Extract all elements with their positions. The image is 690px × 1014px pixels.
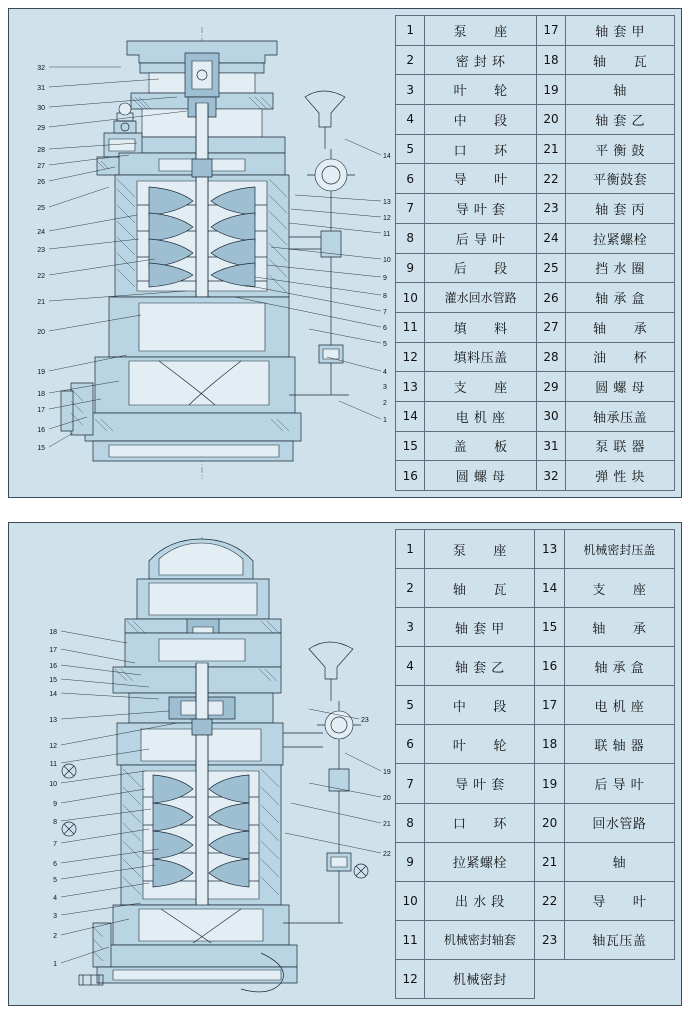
part-number: 10 <box>396 881 425 920</box>
part-number: 31 <box>536 431 565 461</box>
svg-text:3: 3 <box>383 384 387 391</box>
svg-text:10: 10 <box>49 781 57 788</box>
part-number: 10 <box>396 283 425 313</box>
part-number: 23 <box>535 920 564 959</box>
part-number: 29 <box>536 372 565 402</box>
part-name: 轴 套 甲 <box>566 16 675 46</box>
part-number: 4 <box>396 105 425 135</box>
svg-text:22: 22 <box>383 851 391 858</box>
svg-text:24: 24 <box>37 229 45 236</box>
part-name: 圆 螺 母 <box>425 461 536 491</box>
table-row <box>396 75 675 105</box>
table-row <box>396 461 675 491</box>
part-number: 5 <box>396 134 425 164</box>
svg-text:2: 2 <box>383 400 387 407</box>
svg-text:26: 26 <box>37 179 45 186</box>
svg-text:28: 28 <box>37 147 45 154</box>
svg-text:15: 15 <box>37 445 45 452</box>
svg-text:16: 16 <box>37 427 45 434</box>
svg-text:19: 19 <box>37 369 45 376</box>
table-row <box>396 530 675 569</box>
svg-text:23: 23 <box>37 247 45 254</box>
part-name: 电 机 座 <box>564 686 674 725</box>
svg-text:22: 22 <box>37 273 45 280</box>
part-name: 后 导 叶 <box>564 764 674 803</box>
svg-text:23: 23 <box>361 717 369 724</box>
part-name: 回水管路 <box>564 803 674 842</box>
part-number: 25 <box>536 253 565 283</box>
part-number: 24 <box>536 223 565 253</box>
part-number: 32 <box>536 461 565 491</box>
part-number: 7 <box>396 764 425 803</box>
part-number: 11 <box>396 920 425 959</box>
part-number: 7 <box>396 194 425 224</box>
part-name: 圆 螺 母 <box>566 372 675 402</box>
svg-text:8: 8 <box>383 293 387 300</box>
diagram-panel-bottom <box>8 522 682 1006</box>
table-row <box>396 881 675 920</box>
part-number: 14 <box>535 569 564 608</box>
table-row <box>396 372 675 402</box>
svg-text:6: 6 <box>383 325 387 332</box>
parts-list-top <box>395 15 675 491</box>
diagram-panel-top <box>8 8 682 498</box>
part-name: 平 衡 鼓 <box>566 134 675 164</box>
svg-text:18: 18 <box>37 391 45 398</box>
part-number: 26 <box>536 283 565 313</box>
table-row <box>396 134 675 164</box>
part-name: 盖 板 <box>425 431 536 461</box>
table-row <box>396 312 675 342</box>
part-number: 17 <box>536 16 565 46</box>
part-name: 轴 承 盒 <box>564 647 674 686</box>
part-name: 泵 联 器 <box>566 431 675 461</box>
table-row <box>396 764 675 803</box>
part-number: 1 <box>396 530 425 569</box>
parts-list-bottom <box>395 529 675 999</box>
table-row <box>396 342 675 372</box>
svg-text:1: 1 <box>53 961 57 968</box>
part-name: 导 叶 套 <box>425 764 535 803</box>
part-name: 导 叶 <box>564 881 674 920</box>
table-row <box>396 105 675 135</box>
part-name: 灌水回水管路 <box>425 283 536 313</box>
part-number: 21 <box>536 134 565 164</box>
svg-text:5: 5 <box>383 341 387 348</box>
table-row <box>396 283 675 313</box>
part-name: 轴 瓦 <box>425 569 535 608</box>
part-number: 15 <box>396 431 425 461</box>
part-name: 机械密封轴套 <box>425 920 535 959</box>
svg-text:5: 5 <box>53 877 57 884</box>
part-name: 轴瓦压盖 <box>564 920 674 959</box>
part-name: 支 座 <box>425 372 536 402</box>
part-name: 叶 轮 <box>425 725 535 764</box>
part-name: 挡 水 圈 <box>566 253 675 283</box>
part-name: 平衡鼓套 <box>566 164 675 194</box>
table-row <box>396 253 675 283</box>
part-number: 18 <box>536 45 565 75</box>
part-number: 28 <box>536 342 565 372</box>
svg-text:12: 12 <box>49 743 57 750</box>
table-row <box>396 164 675 194</box>
part-number: 9 <box>396 253 425 283</box>
part-name: 后 导 叶 <box>425 223 536 253</box>
svg-text:14: 14 <box>383 153 391 160</box>
table-row <box>396 686 675 725</box>
table-row <box>396 569 675 608</box>
part-name: 密 封 环 <box>425 45 536 75</box>
part-name: 轴 承 盒 <box>566 283 675 313</box>
part-number: 27 <box>536 312 565 342</box>
part-name: 机械密封 <box>425 959 535 998</box>
part-name: 轴 套 乙 <box>566 105 675 135</box>
empty-cell <box>535 959 564 998</box>
svg-text:11: 11 <box>49 761 57 768</box>
part-name: 叶 轮 <box>425 75 536 105</box>
svg-text:12: 12 <box>383 215 391 222</box>
svg-text:4: 4 <box>383 369 387 376</box>
part-name: 出 水 段 <box>425 881 535 920</box>
part-number: 21 <box>535 842 564 881</box>
part-number: 30 <box>536 401 565 431</box>
part-number: 11 <box>396 312 425 342</box>
part-name: 轴承压盖 <box>566 401 675 431</box>
part-name: 支 座 <box>564 569 674 608</box>
pump-sectional-drawing-bottom <box>9 523 395 1005</box>
part-name: 联 轴 器 <box>564 725 674 764</box>
part-number: 8 <box>396 803 425 842</box>
part-number: 3 <box>396 75 425 105</box>
part-name: 填 料 <box>425 312 536 342</box>
svg-text:1: 1 <box>383 417 387 424</box>
part-number: 12 <box>396 959 425 998</box>
table-row <box>396 16 675 46</box>
svg-text:17: 17 <box>49 647 57 654</box>
pump-sectional-drawing-top <box>9 9 395 497</box>
svg-text:6: 6 <box>53 861 57 868</box>
part-name: 口 环 <box>425 803 535 842</box>
svg-text:4: 4 <box>53 895 57 902</box>
part-name: 轴 套 乙 <box>425 647 535 686</box>
part-name: 轴 <box>564 842 674 881</box>
part-name: 导 叶 <box>425 164 536 194</box>
part-number: 6 <box>396 164 425 194</box>
part-name: 口 环 <box>425 134 536 164</box>
table-row <box>396 959 675 998</box>
part-number: 14 <box>396 401 425 431</box>
svg-text:8: 8 <box>53 819 57 826</box>
part-name: 油 杯 <box>566 342 675 372</box>
part-number: 3 <box>396 608 425 647</box>
part-name: 机械密封压盖 <box>564 530 674 569</box>
part-number: 23 <box>536 194 565 224</box>
svg-text:29: 29 <box>37 125 45 132</box>
part-number: 18 <box>535 725 564 764</box>
part-number: 6 <box>396 725 425 764</box>
part-number: 22 <box>536 164 565 194</box>
svg-text:20: 20 <box>37 329 45 336</box>
svg-text:9: 9 <box>383 275 387 282</box>
part-number: 13 <box>535 530 564 569</box>
part-number: 19 <box>536 75 565 105</box>
part-name: 轴 <box>566 75 675 105</box>
svg-text:7: 7 <box>383 309 387 316</box>
svg-text:30: 30 <box>37 105 45 112</box>
part-number: 13 <box>396 372 425 402</box>
part-name: 拉紧螺栓 <box>566 223 675 253</box>
part-name: 轴 承 <box>564 608 674 647</box>
part-number: 15 <box>535 608 564 647</box>
part-name: 后 段 <box>425 253 536 283</box>
part-name: 导 叶 套 <box>425 194 536 224</box>
part-number: 12 <box>396 342 425 372</box>
table-row <box>396 45 675 75</box>
svg-text:19: 19 <box>383 769 391 776</box>
svg-text:21: 21 <box>37 299 45 306</box>
svg-text:27: 27 <box>37 163 45 170</box>
part-number: 20 <box>535 803 564 842</box>
part-name: 轴 套 丙 <box>566 194 675 224</box>
part-number: 19 <box>535 764 564 803</box>
svg-text:7: 7 <box>53 841 57 848</box>
svg-text:13: 13 <box>383 199 391 206</box>
part-name: 弹 性 块 <box>566 461 675 491</box>
table-row <box>396 194 675 224</box>
empty-cell <box>564 959 674 998</box>
part-number: 4 <box>396 647 425 686</box>
part-name: 中 段 <box>425 105 536 135</box>
part-number: 20 <box>536 105 565 135</box>
part-name: 泵 座 <box>425 530 535 569</box>
svg-text:9: 9 <box>53 801 57 808</box>
part-number: 2 <box>396 45 425 75</box>
svg-text:14: 14 <box>49 691 57 698</box>
part-number: 2 <box>396 569 425 608</box>
svg-text:31: 31 <box>37 85 45 92</box>
svg-text:25: 25 <box>37 205 45 212</box>
table-row <box>396 647 675 686</box>
svg-text:16: 16 <box>49 663 57 670</box>
svg-text:11: 11 <box>383 231 391 238</box>
part-name: 泵 座 <box>425 16 536 46</box>
svg-text:3: 3 <box>53 913 57 920</box>
part-name: 轴 瓦 <box>566 45 675 75</box>
svg-text:10: 10 <box>383 257 391 264</box>
part-name: 填料压盖 <box>425 342 536 372</box>
part-number: 1 <box>396 16 425 46</box>
part-number: 9 <box>396 842 425 881</box>
table-row <box>396 608 675 647</box>
table-row <box>396 842 675 881</box>
svg-text:2: 2 <box>53 933 57 940</box>
table-row <box>396 803 675 842</box>
svg-text:17: 17 <box>37 407 45 414</box>
part-name: 轴 套 甲 <box>425 608 535 647</box>
part-name: 轴 承 <box>566 312 675 342</box>
part-number: 5 <box>396 686 425 725</box>
part-number: 16 <box>535 647 564 686</box>
parts-table-bottom <box>395 523 681 1005</box>
table-row <box>396 920 675 959</box>
svg-text:21: 21 <box>383 821 391 828</box>
svg-text:13: 13 <box>49 717 57 724</box>
svg-text:18: 18 <box>49 629 57 636</box>
part-name: 拉紧螺栓 <box>425 842 535 881</box>
table-row <box>396 725 675 764</box>
svg-text:20: 20 <box>383 795 391 802</box>
table-row <box>396 431 675 461</box>
part-number: 17 <box>535 686 564 725</box>
part-number: 16 <box>396 461 425 491</box>
table-row <box>396 223 675 253</box>
part-number: 22 <box>535 881 564 920</box>
part-name: 电 机 座 <box>425 401 536 431</box>
table-row <box>396 401 675 431</box>
svg-text:15: 15 <box>49 677 57 684</box>
part-number: 8 <box>396 223 425 253</box>
part-name: 中 段 <box>425 686 535 725</box>
svg-text:32: 32 <box>37 65 45 72</box>
parts-table-top <box>395 9 681 497</box>
